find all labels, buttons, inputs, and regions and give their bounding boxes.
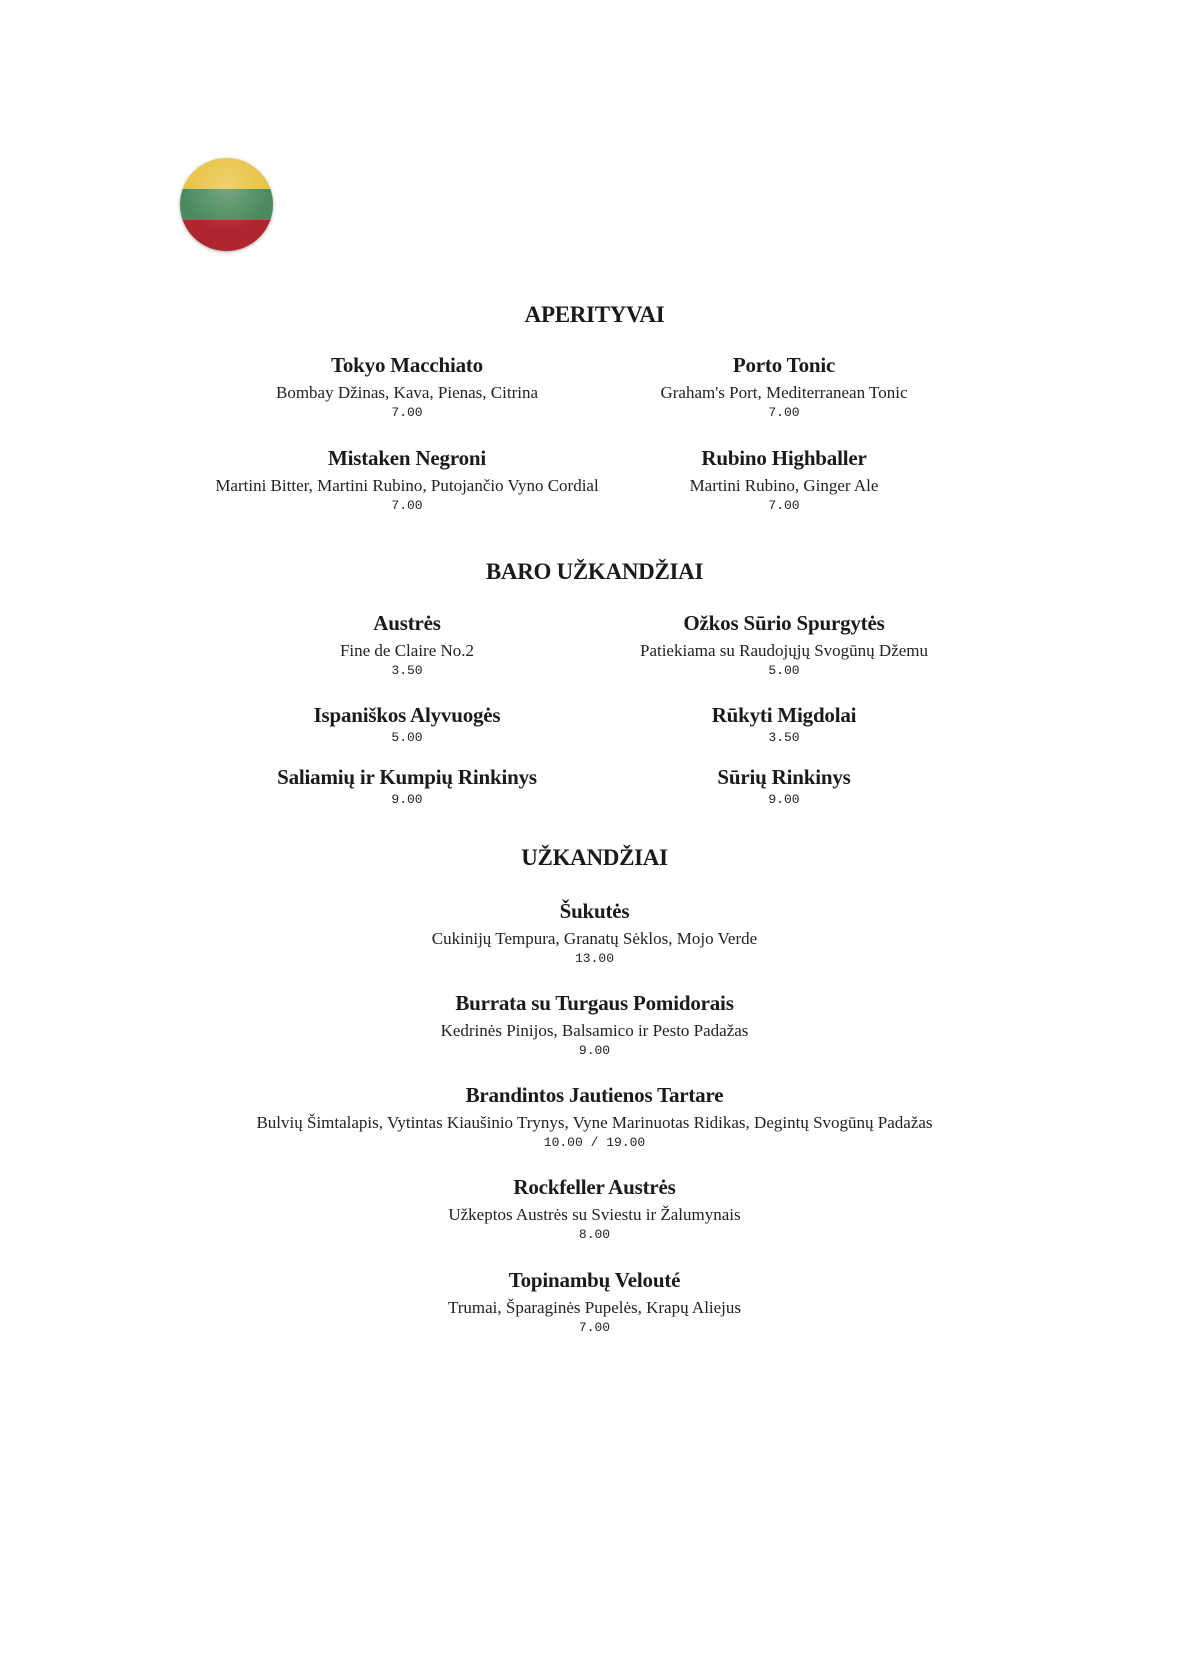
item-description: Graham's Port, Mediterranean Tonic: [660, 383, 908, 402]
flag-stripe-yellow: [180, 158, 273, 189]
item-price: 7.00: [768, 405, 800, 420]
item-price: 13.00: [574, 951, 614, 966]
item-price: 9.00: [578, 1043, 611, 1058]
section-title-baro-uzkandziai: BARO UŽKANDŽIAI: [485, 559, 704, 584]
item-price: 5.00: [391, 730, 423, 745]
menu-item: [100, 1082, 1089, 1151]
menu-item: [554, 445, 1014, 514]
item-price: 9.00: [391, 792, 423, 807]
item-description: Fine de Claire No.2: [339, 641, 475, 660]
item-price: 7.00: [768, 498, 800, 513]
menu-item: [554, 352, 1014, 421]
menu-item: [100, 1174, 1089, 1243]
item-description: Užkeptos Austrės su Sviestu ir Žalumynais: [448, 1205, 741, 1224]
menu-item: [554, 702, 1014, 746]
menu-item: [100, 990, 1089, 1059]
item-name: Brandintos Jautienos Tartare: [465, 1083, 724, 1107]
item-description: Patiekiama su Raudojųjų Svogūnų Džemu: [639, 641, 929, 660]
item-name: Mistaken Negroni: [328, 446, 486, 470]
flag-stripe-red: [180, 220, 273, 251]
item-description: Cukinijų Tempura, Granatų Sėklos, Mojo Verde: [431, 929, 758, 948]
item-description: Bulvių Šimtalapis, Vytintas Kiaušinio Trynys, Vyne Marinuotas Ridikas, Degintų Svogūnų Padažas: [256, 1113, 933, 1132]
item-description: Bombay Džinas, Kava, Pienas, Citrina: [275, 383, 539, 402]
flag-stripe-green: [180, 189, 273, 220]
item-name: Šukutės: [559, 899, 630, 923]
item-name: Ožkos Sūrio Spurgytės: [683, 611, 885, 635]
item-price: 7.00: [391, 405, 423, 420]
item-description: Trumai, Šparaginės Pupelės, Krapų Aliejus: [447, 1298, 742, 1317]
item-price: 7.00: [578, 1320, 611, 1335]
item-name: Tokyo Macchiato: [331, 353, 483, 377]
item-name: Topinambų Velouté: [508, 1268, 681, 1292]
item-price: 7.00: [391, 498, 423, 513]
item-name: Porto Tonic: [732, 353, 836, 377]
item-name: Saliamių ir Kumpių Rinkinys: [277, 765, 537, 789]
menu-item: [100, 898, 1089, 967]
item-name: Austrės: [373, 611, 441, 635]
item-price: 8.00: [578, 1227, 611, 1242]
item-name: Burrata su Turgaus Pomidorais: [455, 991, 734, 1015]
section-title-uzkandziai: UŽKANDŽIAI: [521, 845, 668, 870]
item-price: 3.50: [768, 730, 800, 745]
section-title-aperityvai: APERITYVAI: [524, 302, 665, 327]
menu-item: [554, 764, 1014, 808]
item-name: Rubino Highballer: [701, 446, 867, 470]
item-description: Martini Rubino, Ginger Ale: [689, 476, 879, 495]
item-price: 10.00 / 19.00: [543, 1135, 646, 1150]
item-description: Kedrinės Pinijos, Balsamico ir Pesto Padažas: [440, 1021, 749, 1040]
item-name: Rockfeller Austrės: [513, 1175, 676, 1199]
item-name: Sūrių Rinkinys: [717, 765, 851, 789]
menu-item: [554, 610, 1014, 679]
item-name: Ispaniškos Alyvuogės: [313, 703, 501, 727]
item-price: 5.00: [768, 663, 800, 678]
menu-item: [100, 1267, 1089, 1336]
item-name: Rūkyti Migdolai: [711, 703, 857, 727]
item-price: 3.50: [391, 663, 423, 678]
item-description: Martini Bitter, Martini Rubino, Putojančio Vyno Cordial: [215, 476, 599, 495]
lithuania-flag-icon: [180, 158, 273, 251]
item-price: 9.00: [768, 792, 800, 807]
